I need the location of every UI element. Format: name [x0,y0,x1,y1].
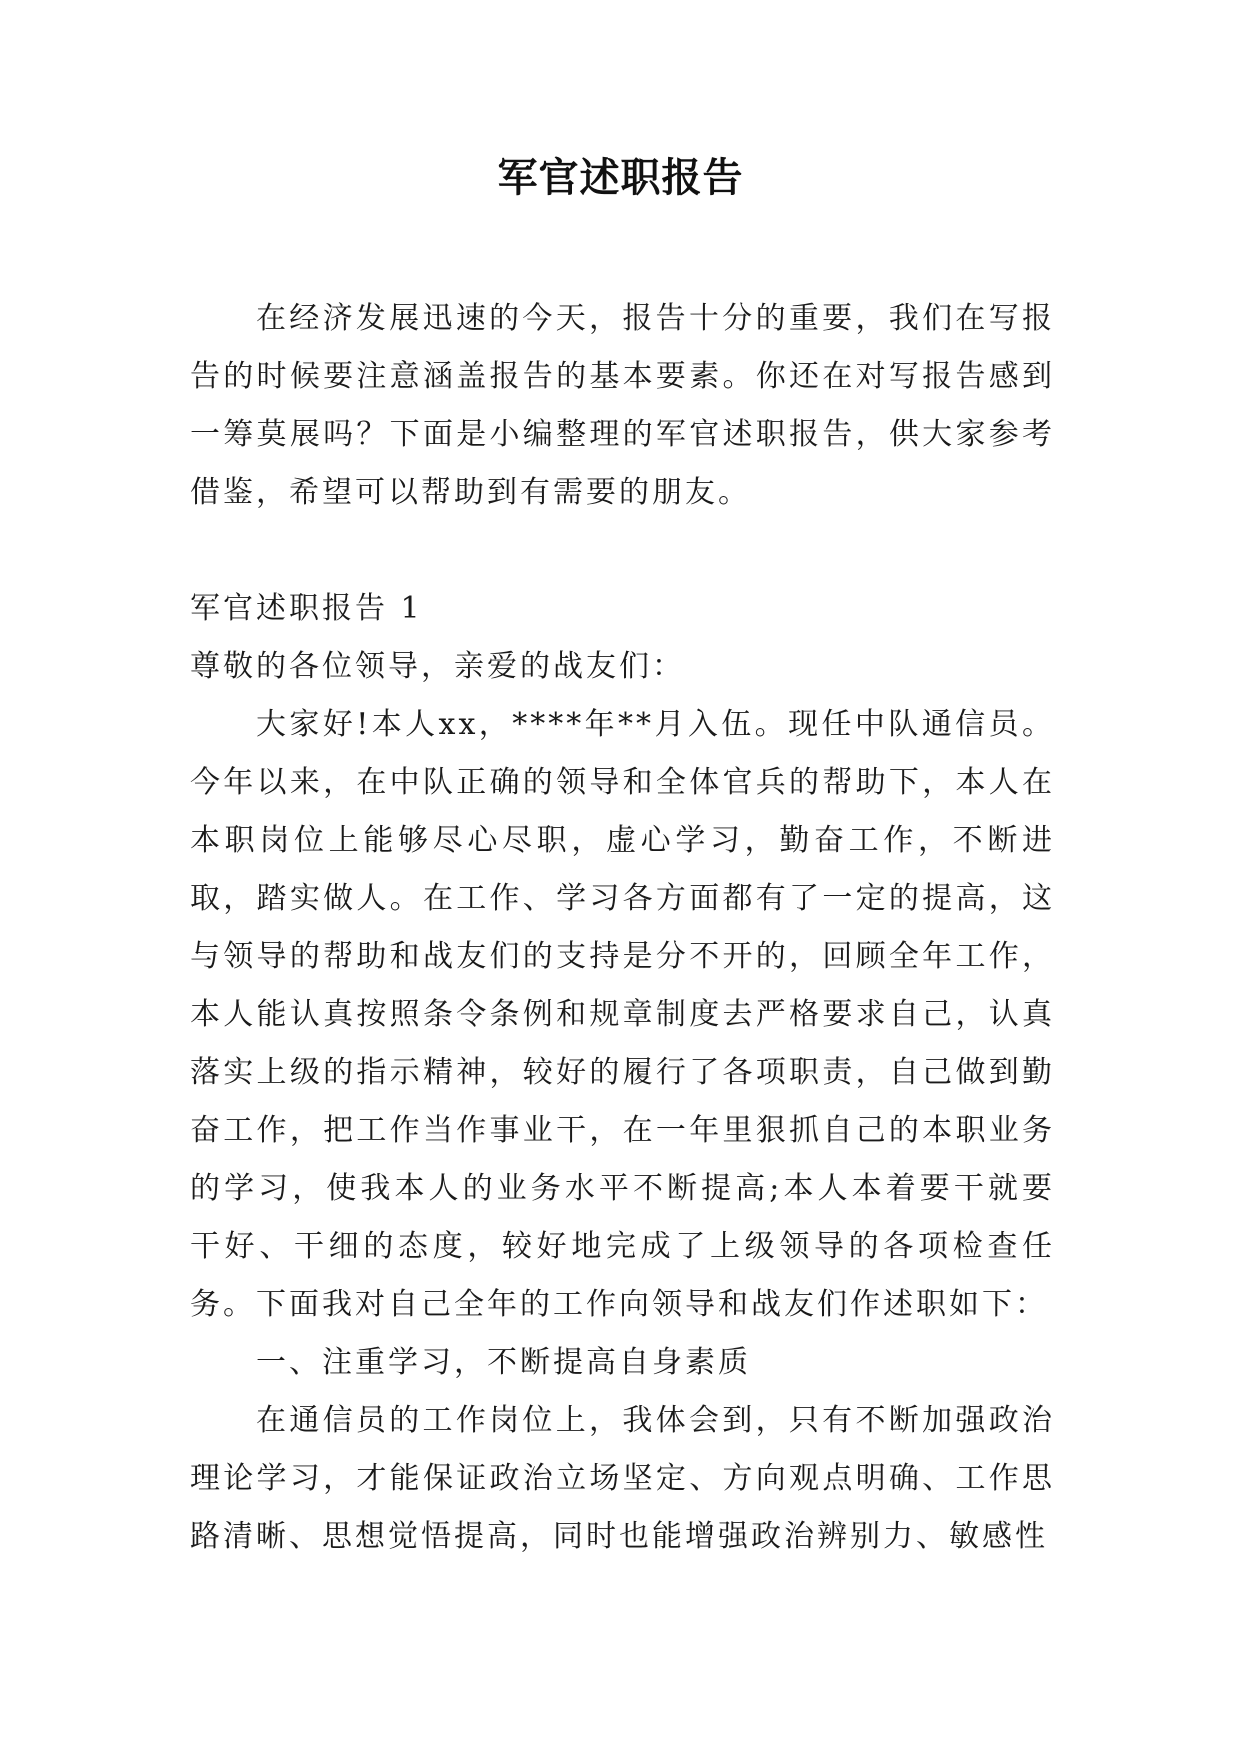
salutation: 尊敬的各位领导，亲爱的战友们： [190,649,685,684]
section-heading-1: 一、注重学习，不断提高自身素质 [256,1345,751,1380]
body-paragraph-2: 在通信员的工作岗位上，我体会到，只有不断加强政治理论学习，才能保证政治立场坚定、方向观点明确、工作思路清晰、思想觉悟提高，同时也能增强政治辨别力、敏感性 [190,1403,1055,1554]
intro-paragraph: 在经济发展迅速的今天，报告十分的重要，我们在写报告的时候要注意涵盖报告的基本要素。你还在对写报告感到一筹莫展吗？下面是小编整理的军官述职报告，供大家参考借鉴，希望可以帮助到有需要的朋友。 [190,301,1055,510]
document-title: 军官述职报告 [497,155,744,201]
document-body [190,290,1055,1566]
section-title: 军官述职报告 1 [190,591,423,626]
body-paragraph-1: 大家好!本人xx，****年**月入伍。现任中队通信员。今年以来，在中队正确的领导和全体官兵的帮助下，本人在本职岗位上能够尽心尽职，虚心学习，勤奋工作，不断进取，踏实做人。在工作、学习各方面都有了一定的提高，这与领导的帮助和战友们的支持是分不开的，回顾全年工作，本人能认真按照条令条例和规章制度去严格要求自己，认真落实上级的指示精神，较好的履行了各项职责，自己做到勤奋工作，把工作当作事业干，在一年里狠抓自己的本职业务的学习，使我本人的业务水平不断提高;本人本着要干就要干好、干细的态度，较好地完成了上级领导的各项检查任务。下面我对自己全年的工作向领导和战友们作述职如下： [190,707,1055,1322]
